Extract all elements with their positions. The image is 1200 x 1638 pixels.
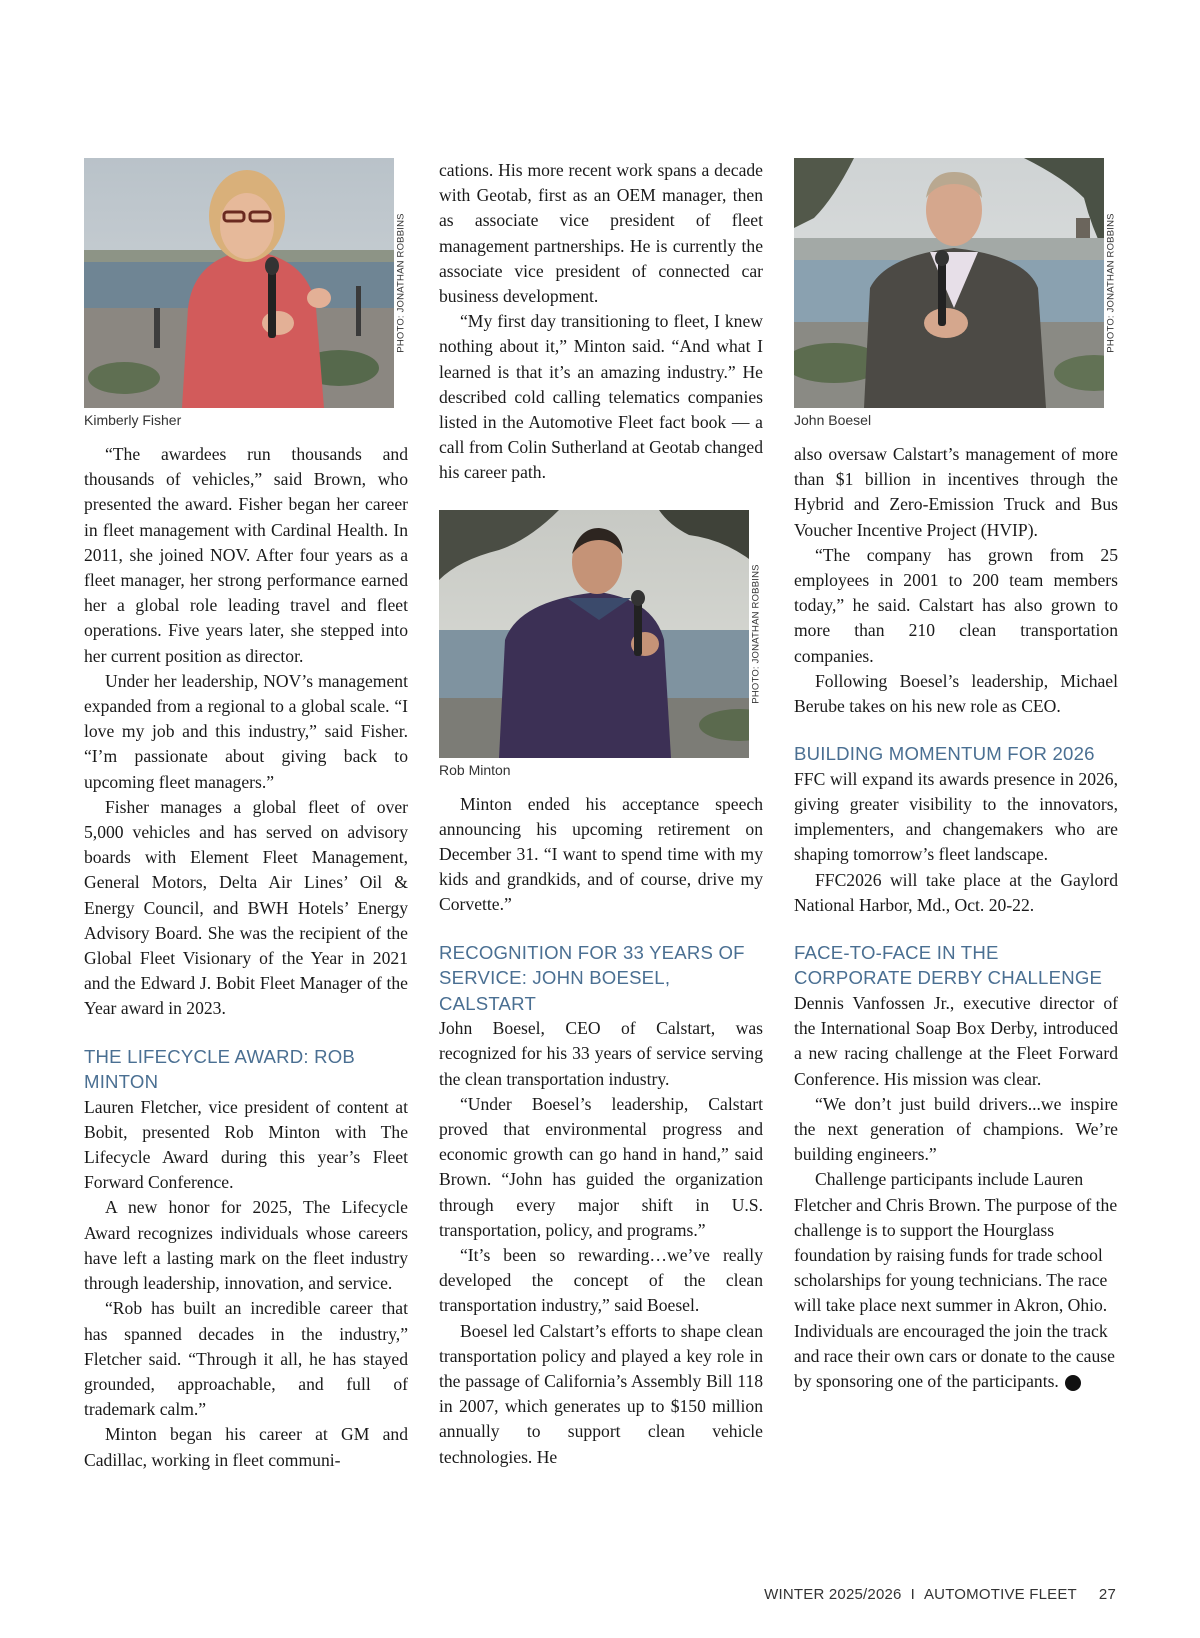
body-paragraph: “Rob has built an incredible career that has spanned decades in the industry,” Fletcher said. “Through it all, he has stayed grounded, approachable, and full of trademark calm.”: [84, 1298, 408, 1420]
body-paragraph: FFC2026 will take place at the Gaylord National Harbor, Md., Oct. 20-22.: [794, 869, 1118, 915]
body-paragraph: Minton began his career at GM and Cadillac, working in fleet communi-: [84, 1424, 408, 1470]
rob-minton-image: [439, 510, 763, 758]
magazine-name: AUTOMOTIVE FLEET: [923, 1586, 1077, 1603]
body-paragraph: “We don’t just build drivers...we inspire the next generation of champions. We’re building engineers.”: [794, 1093, 1118, 1165]
section-heading-recognition: RECOGNITION FOR 33 YEARS OF SERVICE: JOHN BOESEL, CALSTART: [439, 941, 745, 1014]
issue-date: WINTER 2025/2026: [764, 1586, 902, 1603]
photo-caption: John Boesel: [794, 412, 872, 428]
body-paragraph: “My first day transitioning to fleet, I knew nothing about it,” Minton said. “And what I learned is that it’s an amazing industry.” He described cold calling telematics companies listed in the Automotive Fleet fact book — a call from Colin Sutherland at Geotab changed his career path.: [439, 311, 763, 483]
photo-caption: Rob Minton: [439, 761, 511, 778]
body-paragraph: FFC will expand its awards presence in 2026, giving greater visibility to the innovators, implementers, and changemakers who are shaping tomorrow’s fleet landscape.: [794, 768, 1118, 865]
photo-credit: PHOTO: JONATHAN ROBBINS: [1104, 158, 1118, 408]
photo-caption: Kimberly Fisher: [84, 412, 182, 428]
photo-credit: PHOTO: JONATHAN ROBBINS: [749, 510, 763, 758]
body-paragraph: Under her leadership, NOV’s management expanded from a regional to a global scale. “I love my job and this industry,” said Fisher. “I’m passionate about giving back to upcoming fleet managers.”: [84, 670, 408, 792]
column-2: [439, 158, 763, 1470]
body-paragraph: Lauren Fletcher, vice president of content at Bobit, presented Rob Minton with The Lifecycle Award during this year’s Fleet Forward Conference.: [84, 1096, 408, 1193]
footer-separator: I: [910, 1586, 915, 1603]
section-heading-derby-challenge: FACE-TO-FACE IN THE CORPORATE DERBY CHALLENGE: [794, 941, 1103, 989]
body-paragraph: Dennis Vanfossen Jr., executive director of the International Soap Box Derby, introduced a new racing challenge at the Fleet Forward Conference. His mission was clear.: [794, 992, 1118, 1089]
photo-rob-minton: [439, 510, 763, 758]
body-paragraph: Minton ended his acceptance speech announcing his upcoming retirement on December 31. “I want to spend time with my kids and grandkids, and of course, drive my Corvette.”: [439, 793, 763, 915]
photo-kimberly-fisher: [84, 158, 408, 408]
body-paragraph: “It’s been so rewarding…we’ve really developed the concept of the clean transportation industry,” said Boesel.: [439, 1244, 763, 1316]
column-1: [84, 158, 408, 1473]
body-paragraph: “Under Boesel’s leadership, Calstart proved that environmental progress and economic growth can go hand in hand,” said Brown. “John has guided the organization through every major shift in U.S. transportation, policy, and programs.”: [439, 1093, 763, 1240]
page-footer: [764, 1586, 1116, 1603]
body-paragraph: cations. His more recent work spans a decade with Geotab, first as an OEM manager, then as associate vice president of fleet management partnerships. He is currently the associate vice president of connected car business development.: [439, 160, 763, 307]
body-paragraph: also oversaw Calstart’s management of more than $1 billion in incentives through the Hybrid and Zero-Emission Truck and Bus Voucher Incentive Project (HVIP).: [794, 444, 1118, 540]
body-paragraph: “The company has grown from 25 employees in 2001 to 200 team members today,” he said. Calstart has also grown to more than 210 clean transportation companies.: [794, 544, 1118, 666]
body-paragraph: “The awardees run thousands and thousands of vehicles,” said Brown, who presented the award. Fisher began her career in fleet management with Cardinal Health. In 2011, she joined NOV. After four years as a fleet manager, her strong performance earned her a global role leading travel and fleet operations. Five years later, she stepped into her current position as director.: [84, 444, 408, 666]
body-paragraph: Following Boesel’s leadership, Michael Berube takes on his new role as CEO.: [794, 670, 1118, 717]
body-paragraph: Boesel led Calstart’s efforts to shape clean transportation policy and played a key role in the passage of California’s Assembly Bill 118 in 2007, which generates up to $150 million annually to support clean vehicle technologies. He: [439, 1320, 763, 1467]
photo-john-boesel: [794, 158, 1118, 408]
body-paragraph: A new honor for 2025, The Lifecycle Award recognizes individuals whose careers have left a lasting mark on the fleet industry through leadership, innovation, and service.: [84, 1197, 408, 1294]
body-paragraph-final: [794, 1167, 1118, 1394]
photo-credit: PHOTO: JONATHAN ROBBINS: [394, 158, 408, 408]
final-paragraph-text: Challenge participants include Lauren Fletcher and Chris Brown. The purpose of the challenge is to support the Hourglass foundation by raising funds for trade school scholarships for young technicians. The race will take place next summer in Akron, Ohio. Individuals are encouraged the join the track and race their own cars or donate to the cause by sponsoring one of the participants.: [794, 1169, 1118, 1391]
body-paragraph: Fisher manages a global fleet of over 5,000 vehicles and has served on advisory boards with Element Fleet Management, General Motors, Delta Air Lines’ Oil & Energy Council, and BWH Hotels’ Energy Advisory Board. She was the recipient of the Global Fleet Visionary of the Year in 2021 and the Edward J. Bobit Fleet Manager of the Year award in 2023.: [84, 796, 408, 1019]
john-boesel-image: [794, 158, 1118, 408]
kimberly-fisher-image: [84, 158, 408, 408]
section-heading-lifecycle-award: THE LIFECYCLE AWARD: ROB MINTON: [84, 1045, 356, 1093]
section-heading-building-momentum: BUILDING MOMENTUM FOR 2026: [794, 743, 1095, 765]
body-paragraph: John Boesel, CEO of Calstart, was recognized for his 33 years of service serving the clean transportation industry.: [439, 1018, 763, 1089]
end-of-article-icon: AF: [1065, 1375, 1081, 1391]
page-number: 27: [1098, 1586, 1116, 1603]
column-3: [794, 158, 1118, 1394]
